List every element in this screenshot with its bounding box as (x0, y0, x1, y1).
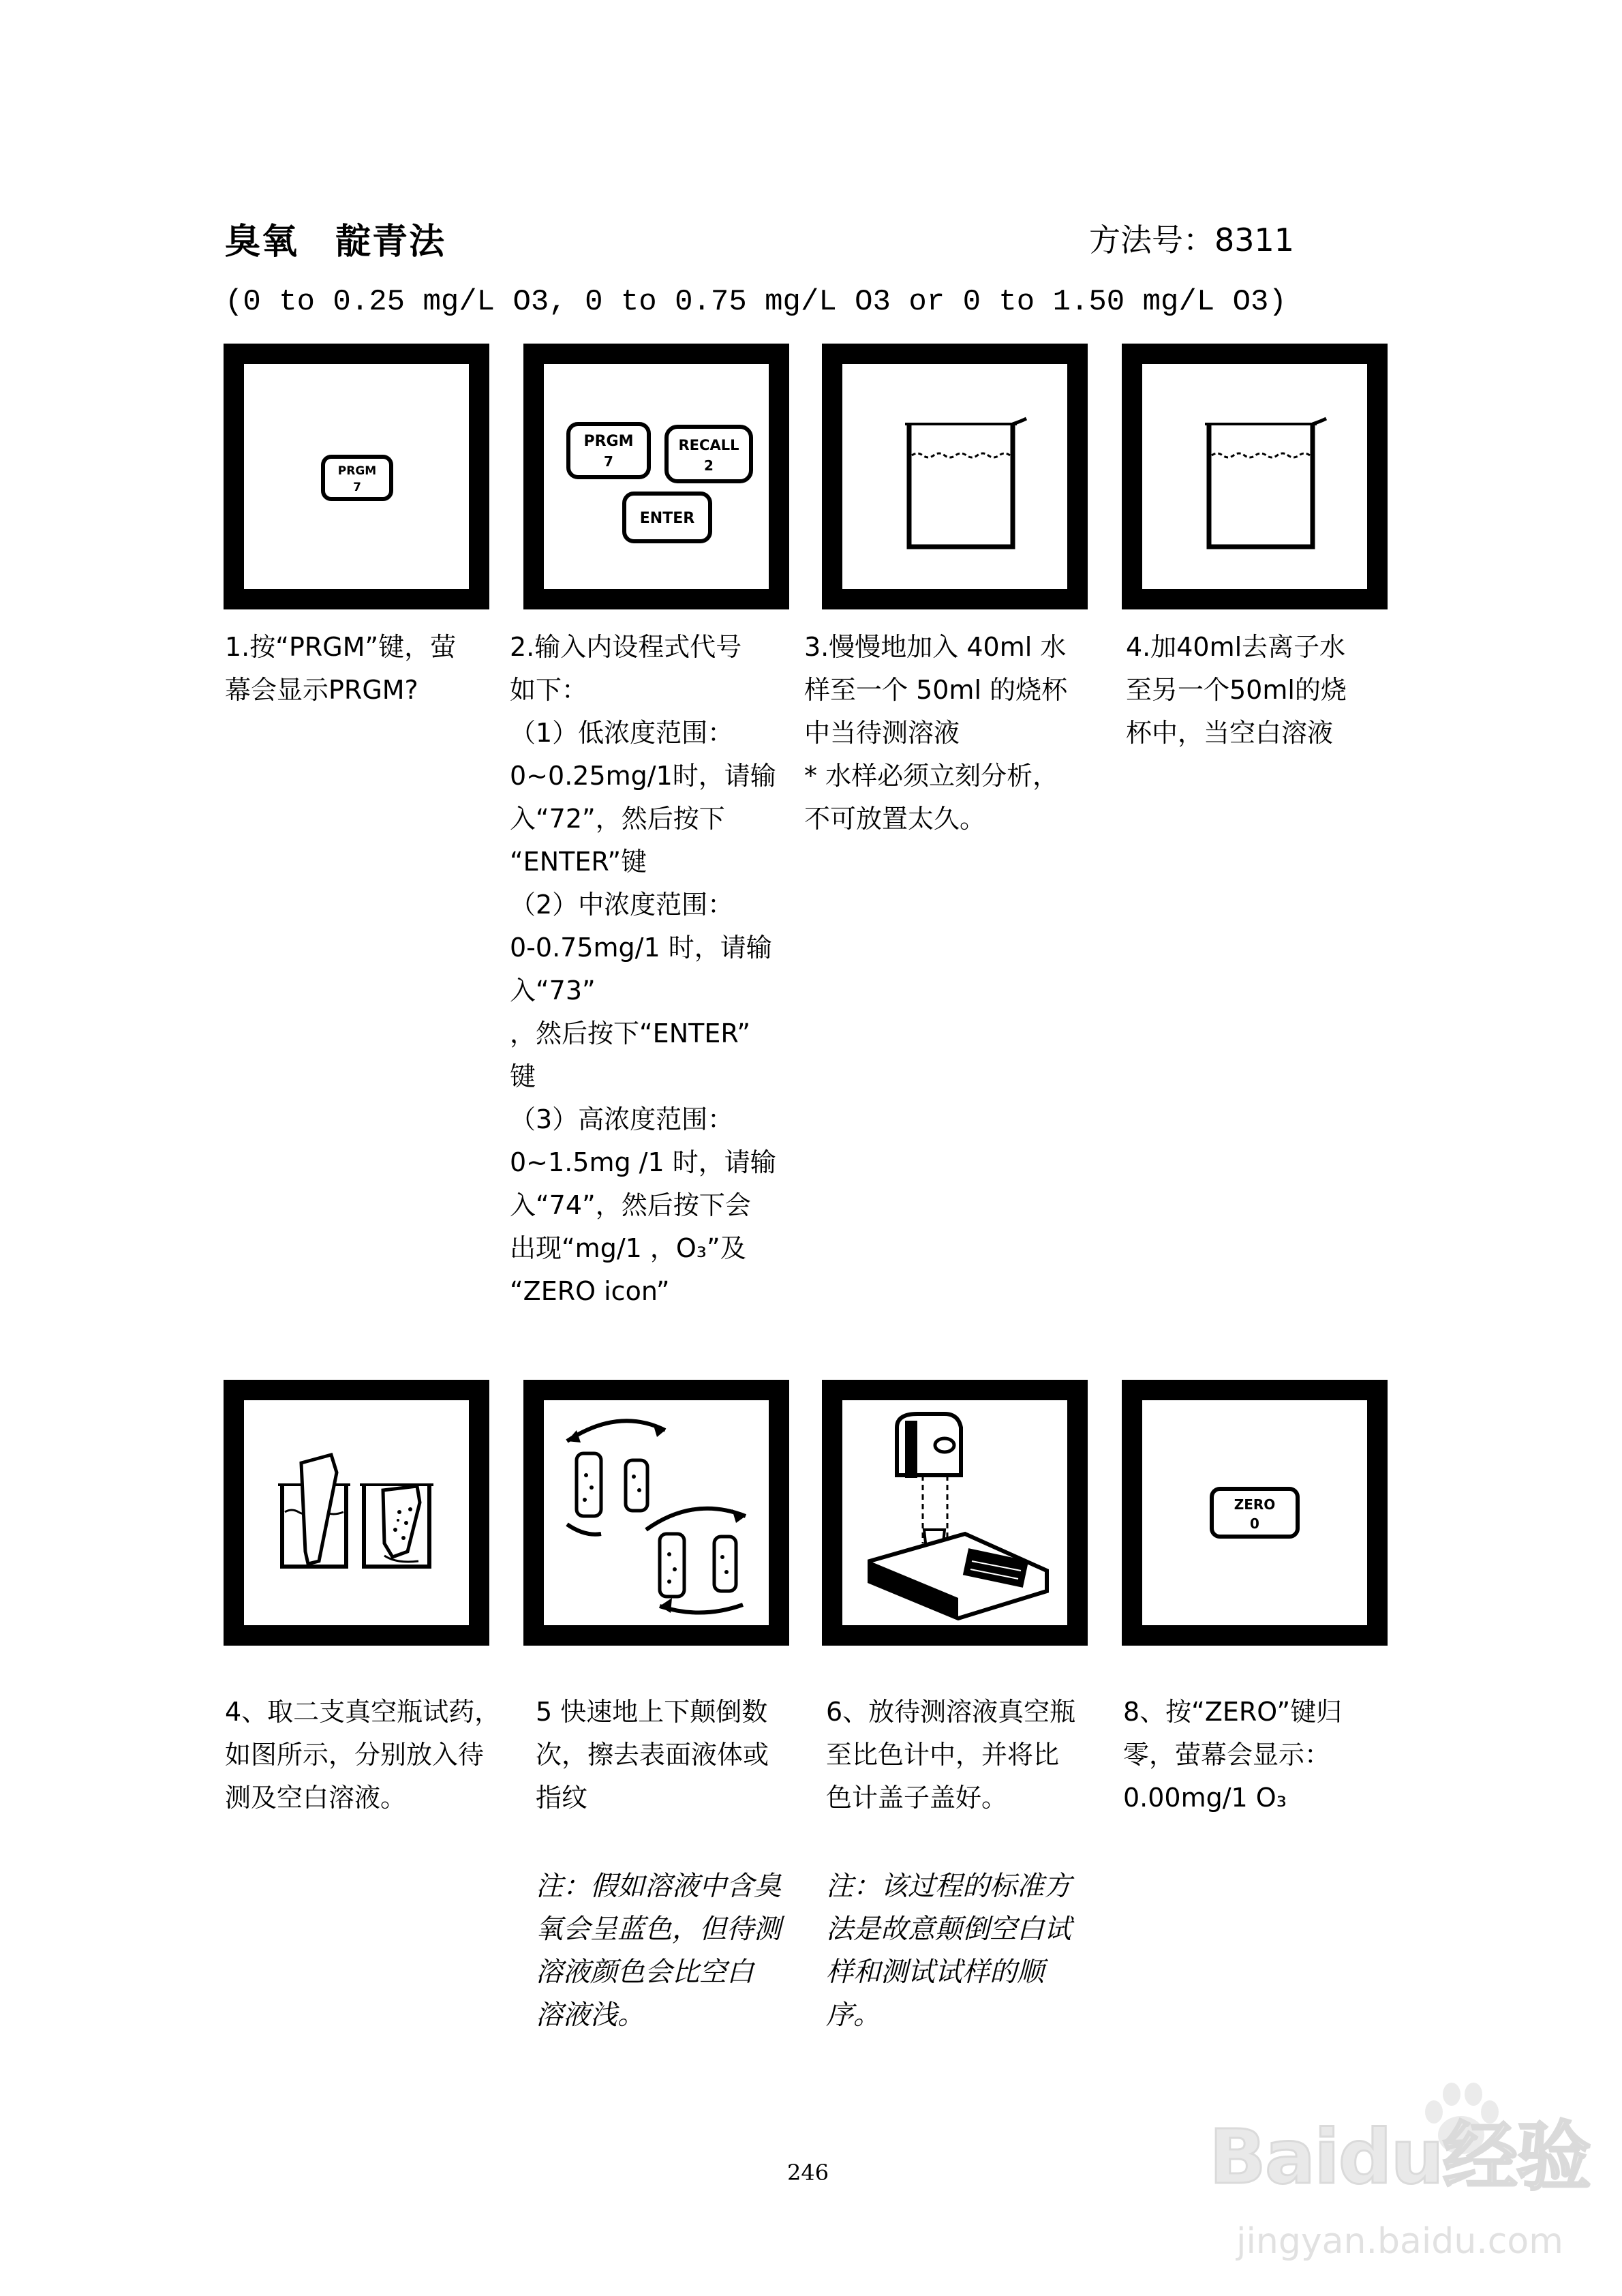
panel-colorimeter (822, 1380, 1088, 1646)
program-keys-illustration (544, 364, 769, 589)
panel-sample-beaker (822, 344, 1088, 609)
prgm-key-label: PRGM (583, 433, 634, 450)
measurement-range: (0 to 0.25 mg/L O3, 0 to 0.75 mg/L O3 or 0 to 1.50 mg/L O3) (225, 285, 1287, 319)
page-number: 246 (787, 2160, 829, 2186)
enter-key-label: ENTER (639, 510, 695, 527)
zero-key-illustration (1142, 1400, 1367, 1625)
watermark-logo: Baidu经验 (1209, 2113, 1590, 2201)
prgm-key-label: PRGM (337, 464, 377, 478)
prgm-key-illustration (244, 364, 469, 589)
recall-key-label: RECALL (678, 437, 739, 453)
vials-in-beakers-illustration (244, 1400, 469, 1625)
method-number: 方法号：8311 (1089, 222, 1295, 258)
beaker-icon (1142, 364, 1367, 589)
invert-vials-illustration (544, 1400, 769, 1625)
step-3-text: 3.慢慢地加入 40ml 水 样至一个 50ml 的烧杯 中当待测溶液 * 水样必须立刻分析， 不可放置太久。 (804, 632, 1068, 834)
colorimeter-icon (842, 1400, 1067, 1625)
zero-key-label: ZERO (1234, 1496, 1276, 1513)
step-6-text: 5 快速地上下颠倒数 次，擦去表面液体或 指纹 (536, 1697, 769, 1813)
panel-prgm-key (224, 344, 489, 609)
watermark-url: jingyan.baidu.com (1236, 2221, 1563, 2262)
step-5-text: 4、取二支真空瓶试药， 如图所示，分别放入待 测及空白溶液。 (225, 1697, 501, 1813)
document-title: 臭氧 靛青法 (225, 222, 446, 262)
panel-program-keys (523, 344, 789, 609)
panel-zero-key (1122, 1380, 1388, 1646)
note-step-6: 注：假如溶液中含臭 氧会呈蓝色，但待测 溶液颜色会比空白 溶液浅。 (536, 1871, 781, 2031)
watermark (1209, 2072, 1590, 2277)
panel-invert-vials (523, 1380, 789, 1646)
step-8-text: 8、按“ZERO”键归 零，萤幕会显示： 0.00mg/1 O₃ (1123, 1697, 1343, 1813)
step-4-text: 4.加40ml去离子水 至另一个50ml的烧 杯中，当空白溶液 (1126, 632, 1347, 748)
panel-vials-in-beakers (224, 1380, 489, 1646)
note-step-7: 注：该过程的标准方 法是故意颠倒空白试 样和测试试样的顺 序。 (826, 1871, 1071, 2031)
recall-key-number: 2 (704, 457, 714, 474)
step-1-text: 1.按“PRGM”键，萤 幕会显示PRGM? (225, 632, 457, 705)
zero-key-number: 0 (1250, 1515, 1259, 1532)
prgm-key-number: 7 (604, 453, 613, 470)
panel-blank-beaker (1122, 344, 1388, 609)
beaker-icon (842, 364, 1067, 589)
step-7-text: 6、放待测溶液真空瓶 至比色计中，并将比 色计盖子盖好。 (826, 1697, 1076, 1813)
prgm-key-number: 7 (353, 481, 361, 494)
step-2-text: 2.输入内设程式代号 如下： （1）低浓度范围： 0~0.25mg/1时，请输 入“72”，然后按下 “ENTER”键 （2）中浓度范围： 0-0.75mg/1 时，请输 入“73” ，然后按下“ENTER” 键 （3）高浓度范围： 0~1.5mg /1 时，请输 入“74”，然后按下会 出现“mg/1 ，O₃”及 “ZERO icon” (510, 632, 776, 1306)
